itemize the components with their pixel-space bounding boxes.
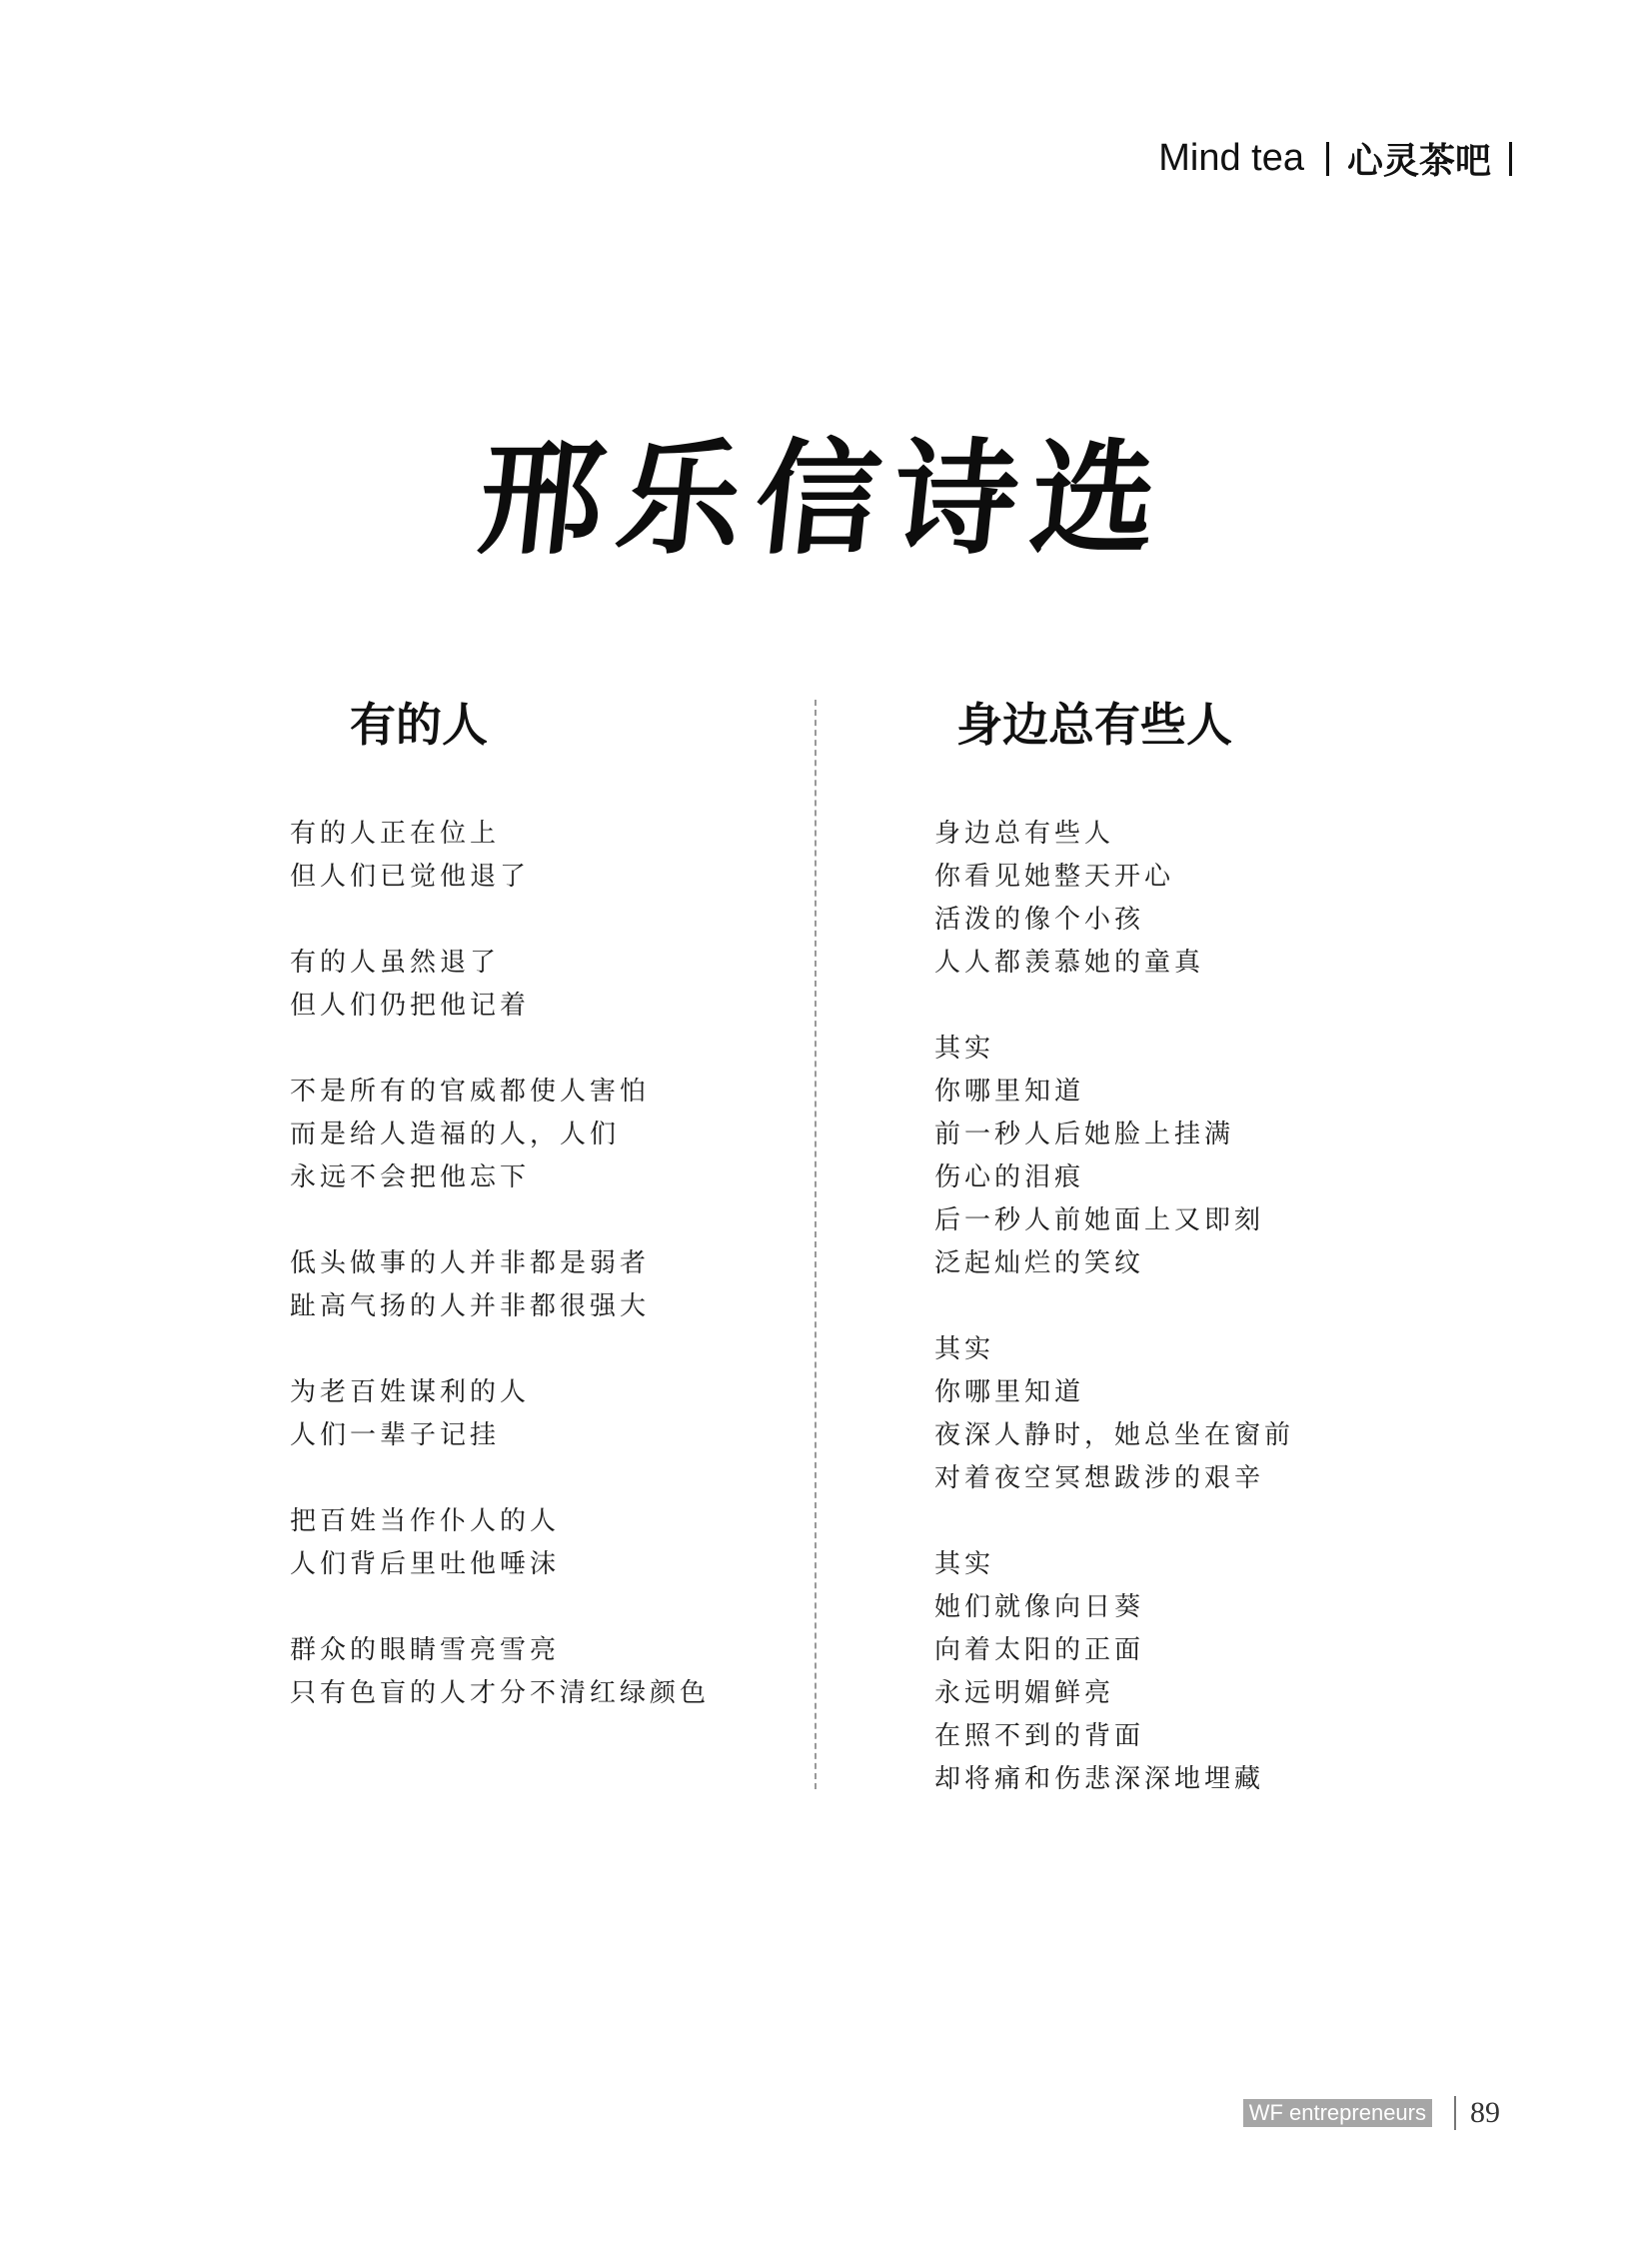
poem-line: 身边总有些人 <box>934 818 1115 849</box>
poem-line: 伤心的泪痕 <box>934 1161 1085 1192</box>
poem-line: 其实 <box>934 1033 995 1064</box>
poem-line: 只有色盲的人才分不清红绿颜色 <box>290 1677 711 1708</box>
poem-stanza <box>290 1500 770 1586</box>
poem-line: 有的人正在位上 <box>290 818 501 849</box>
poem-line: 低头做事的人并非都是弱者 <box>290 1247 651 1278</box>
poem-title: 身边总有些人 <box>956 698 1232 752</box>
poem-line: 而是给人造福的人，人们 <box>290 1119 621 1149</box>
poem-line: 但人们已觉他退了 <box>290 861 531 892</box>
poem-stanza <box>934 1543 1494 1801</box>
magazine-name: WF entrepreneurs <box>1243 2099 1432 2127</box>
header-divider-end <box>1509 142 1512 176</box>
poem-line: 她们就像向日葵 <box>934 1591 1145 1622</box>
poem-stanza <box>290 1629 770 1715</box>
poem-body <box>934 813 1494 1801</box>
column-divider <box>815 700 817 1789</box>
poem-line: 活泼的像个小孩 <box>934 904 1145 935</box>
poem-line: 你哪里知道 <box>934 1376 1085 1407</box>
poem-line: 永远明媚鲜亮 <box>934 1677 1115 1708</box>
header-divider <box>1326 142 1329 176</box>
poem-line: 但人们仍把他记着 <box>290 990 531 1021</box>
poem-line: 向着太阳的正面 <box>934 1634 1145 1665</box>
poem-column-left <box>290 700 770 1758</box>
poem-line: 其实 <box>934 1548 995 1579</box>
poem-line: 人们背后里吐他唾沫 <box>290 1548 561 1579</box>
poem-line: 你看见她整天开心 <box>934 861 1175 892</box>
poem-line: 永远不会把他忘下 <box>290 1161 531 1192</box>
page-footer <box>1243 2096 1500 2130</box>
poem-line: 前一秒人后她脸上挂满 <box>934 1119 1235 1149</box>
poem-line: 不是所有的官威都使人害怕 <box>290 1076 651 1107</box>
poem-line: 人们一辈子记挂 <box>290 1419 501 1450</box>
footer-divider <box>1454 2096 1456 2130</box>
poem-stanza <box>290 1242 770 1328</box>
poem-stanza <box>290 813 770 899</box>
poem-line: 趾高气扬的人并非都很强大 <box>290 1290 651 1321</box>
poem-stanza <box>290 942 770 1028</box>
poem-line: 后一秒人前她面上又即刻 <box>934 1204 1265 1235</box>
poem-line: 有的人虽然退了 <box>290 947 501 978</box>
section-header <box>1158 133 1512 184</box>
poem-stanza <box>290 1371 770 1457</box>
poem-line: 群众的眼睛雪亮雪亮 <box>290 1634 561 1665</box>
page-title: 邢乐信诗选 <box>472 427 1178 572</box>
poem-line: 为老百姓谋利的人 <box>290 1376 531 1407</box>
poem-stanza <box>934 1028 1494 1285</box>
poem-column-right <box>934 700 1494 1844</box>
page-number: 89 <box>1470 2096 1500 2129</box>
poem-stanza <box>934 1328 1494 1500</box>
poem-stanza <box>290 1071 770 1199</box>
poem-body <box>290 813 770 1715</box>
poem-title: 有的人 <box>350 698 488 752</box>
section-name-en: Mind tea <box>1158 137 1304 179</box>
poem-line: 泛起灿烂的笑纹 <box>934 1247 1145 1278</box>
poem-line: 其实 <box>934 1333 995 1364</box>
poem-line: 你哪里知道 <box>934 1076 1085 1107</box>
poem-line: 却将痛和伤悲深深地埋藏 <box>934 1763 1265 1794</box>
poem-line: 把百姓当作仆人的人 <box>290 1505 561 1536</box>
poem-stanza <box>934 813 1494 985</box>
poem-line: 人人都羡慕她的童真 <box>934 947 1205 978</box>
poem-line: 夜深人静时，她总坐在窗前 <box>934 1419 1295 1450</box>
poem-line: 在照不到的背面 <box>934 1720 1145 1751</box>
section-name-zh: 心灵茶吧 <box>1346 141 1491 182</box>
poem-line: 对着夜空冥想跋涉的艰辛 <box>934 1462 1265 1493</box>
